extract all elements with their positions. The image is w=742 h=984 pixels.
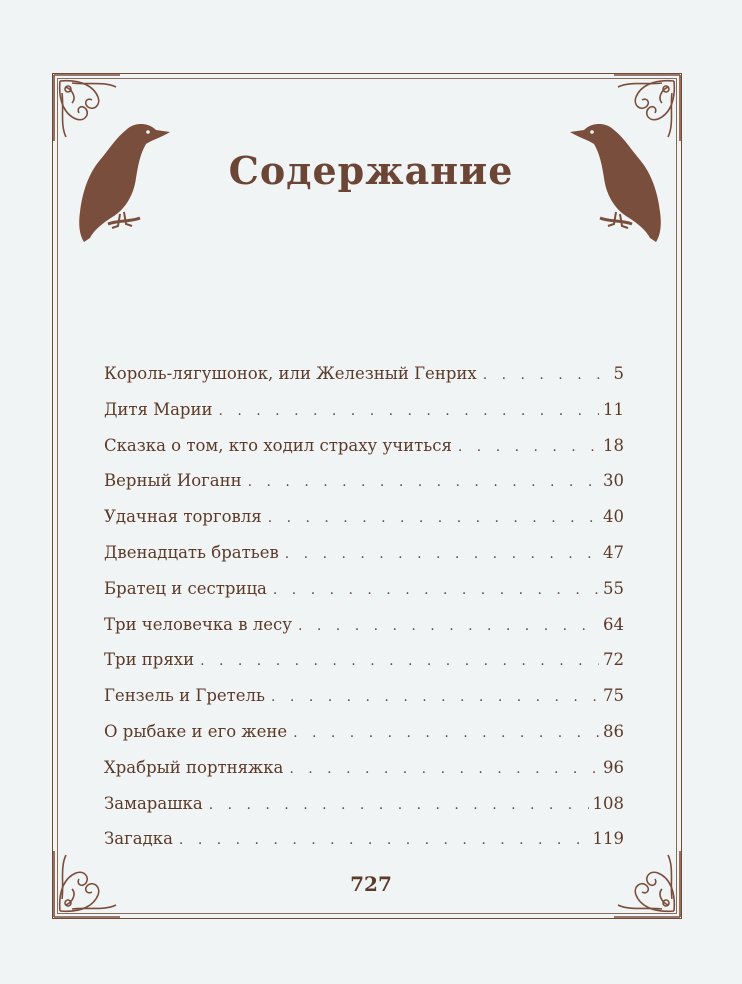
toc-leader-dots (268, 510, 599, 526)
toc-entry-title: Сказка о том, кто ходил страху учиться (104, 435, 452, 455)
toc-leader-dots (293, 725, 599, 741)
toc-leader-dots (248, 474, 599, 490)
toc-entry-title: Загадка (104, 829, 173, 849)
toc-entry-page: 96 (603, 757, 624, 777)
toc-leader-dots (200, 653, 599, 669)
toc-leader-dots (218, 403, 599, 419)
toc-entry-title: Дитя Марии (104, 399, 213, 419)
toc-entry-title: О рыбаке и его жене (104, 721, 288, 741)
toc-entry-page: 30 (603, 471, 624, 491)
toc-entry (104, 471, 624, 507)
toc-entry-title: Верный Иоганн (104, 471, 242, 491)
toc-entry (104, 686, 624, 722)
toc-entry-page: 72 (603, 650, 624, 670)
toc-entry (104, 364, 624, 400)
toc-entry (104, 579, 624, 615)
toc-entry (104, 829, 624, 865)
toc-entry (104, 436, 624, 472)
toc-entry-page: 5 (613, 364, 624, 383)
toc-entry-title: Три человечка в лесу (104, 614, 292, 634)
toc-entry-page: 11 (603, 399, 624, 419)
toc-entry (104, 543, 624, 579)
toc-entry-page: 86 (603, 721, 624, 741)
toc-entry-page: 40 (603, 507, 624, 527)
page-number: 727 (350, 872, 392, 896)
toc-entry-page: 64 (603, 614, 624, 634)
toc-entry-title: Братец и сестрица (104, 578, 267, 598)
toc-entry-page: 119 (592, 829, 624, 849)
toc-entry (104, 615, 624, 651)
table-of-contents (104, 364, 624, 865)
toc-leader-dots (209, 797, 589, 813)
toc-entry-title: Замарашка (104, 793, 203, 813)
toc-entry-page: 18 (603, 435, 624, 455)
toc-entry (104, 650, 624, 686)
toc-entry-page: 75 (603, 686, 624, 706)
toc-entry (104, 400, 624, 436)
toc-leader-dots (289, 761, 599, 777)
toc-entry-title: Король-лягушонок, или Железный Генрих (104, 364, 477, 383)
toc-entry-page: 108 (592, 793, 624, 813)
toc-entry-page: 47 (603, 542, 624, 562)
toc-entry-title: Три пряхи (104, 650, 195, 670)
toc-entry (104, 758, 624, 794)
toc-entry-title: Двенадцать братьев (104, 542, 279, 562)
toc-entry-page: 55 (603, 578, 624, 598)
page-title: Содержание (228, 148, 514, 193)
toc-entry (104, 507, 624, 543)
toc-leader-dots (483, 367, 610, 383)
toc-leader-dots (271, 689, 599, 705)
toc-entry (104, 794, 624, 830)
toc-entry-title: Удачная торговля (104, 507, 262, 527)
toc-entry-title: Гензель и Гретель (104, 686, 266, 706)
toc-leader-dots (298, 618, 599, 634)
toc-leader-dots (179, 832, 589, 848)
toc-leader-dots (285, 546, 599, 562)
toc-entry-title: Храбрый портняжка (104, 757, 284, 777)
toc-leader-dots (273, 582, 599, 598)
toc-leader-dots (458, 439, 599, 455)
toc-entry (104, 722, 624, 758)
